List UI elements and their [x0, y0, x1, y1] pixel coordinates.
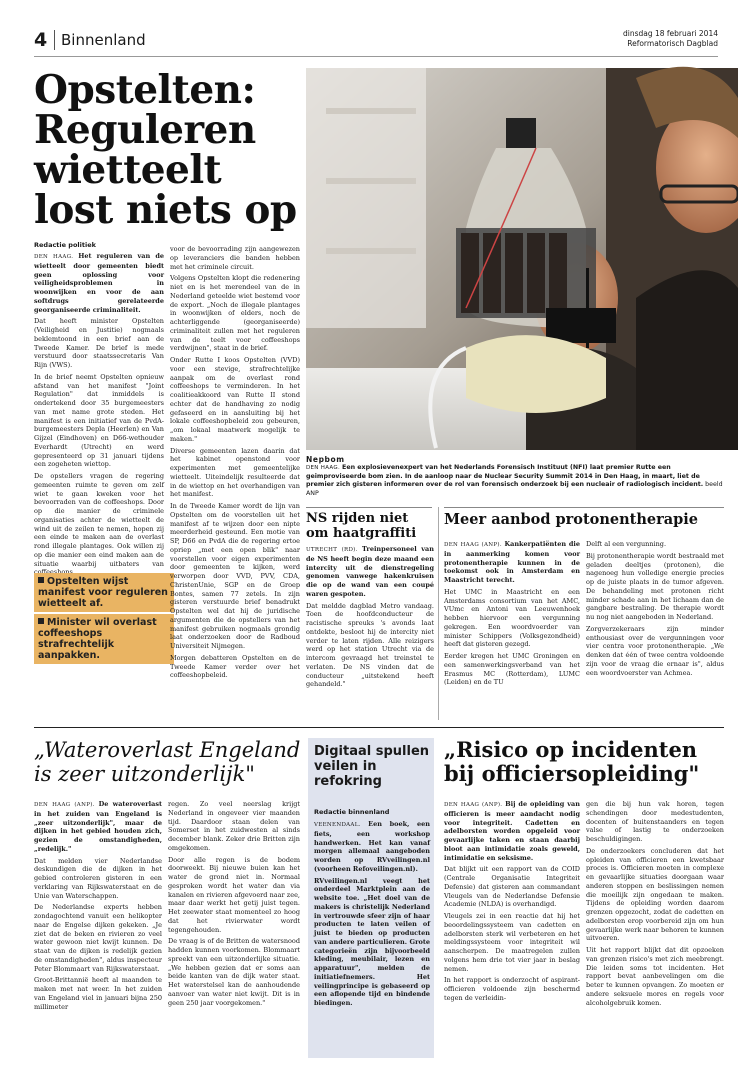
caption-dateline: DEN HAAG. — [306, 465, 340, 471]
bullet-2 — [34, 614, 174, 664]
water-lead: De wateroverlast in het zuiden van Engeland is „zeer uitzonderlijk", maar de dijken in het gebied houden zich, gezien de omstandigheden, „redelijk." — [34, 800, 162, 853]
main-paragraph: Morgen debatteren Opstelten en de Tweede Kamer verder over het coffeeshopbeleid. — [170, 653, 300, 680]
main-paragraph: Volgens Opstelten klopt die redenering niet en is het merendeel van de in Nederland geteelde wiet bestemd voor de export. „Noch de illegale plantages in woonwijken of elders, noch de achterliggende (georganiseerde) criminaliteit zullen met het reguleren van de teelt voor coffeeshops verdwijnen", staat in de brief. — [170, 274, 300, 353]
main-headline: Opstelten: Reguleren wietteelt lost niets op — [34, 67, 297, 233]
refokring-headline: Digitaal spullen veilen in refokring — [314, 744, 430, 789]
proton-paragraph: Eerder kregen het UMC Groningen en een samenwerkingsverband van het Erasmus MC (Rotterdam), LUMC (Leiden) en de TU — [444, 652, 580, 687]
officier-paragraph: Dat blijkt uit een rapport van de COID (Centrale Organisatie Integriteit Defensie) dat gisteren aan commandant Vleugels van de Nederlandse Defensie Academie (NLDA) is overhandigd. — [444, 865, 580, 909]
photo-credit: beeld ANP — [306, 481, 723, 497]
water-paragraph: De Nederlandse experts hebben zondagochtend vanuit een helikopter naar de Engelse dijken gekeken. „Je ziet dat de beken en rivieren zo veel water gewoon niet kwijt kunnen. De staat van de dijken is redelijk gezien de omstandigheden", aldus inspecteur Peter Blommaart van Rijkswaterstaat. — [34, 903, 162, 973]
bullet-text: Opstelten wijst manifest voor reguleren wietteelt af. — [38, 576, 168, 609]
main-paragraph: Onder Rutte I koos Opstelten (VVD) voor een stevige, strafrechtelijke aanpak om de overlast rond coffeeshops te verminderen. In het coalitieakkoord van Rutte II stond echter dat de handhaving zo nodig gefaseerd en in aansluiting bij het lokale coffeeshopbeleid zou gebeuren, „om lokaal maatwerk mogelijk te maken." — [170, 356, 300, 443]
issue-info — [623, 29, 718, 49]
divider — [444, 507, 724, 508]
photo-caption — [306, 464, 724, 498]
bullet-text: Minister wil overlast coffeeshops strafrechtelijk aanpakken. — [38, 617, 157, 661]
bullet-square-icon — [38, 618, 44, 624]
officier-paragraph: gen die bij hun vak horen, tegen schendingen door medestudenten, docenten of buitenstaanders en tegen valse of lastig te onderzoeken beschuldigingen. — [586, 800, 724, 843]
caption-text: Een explosievenexpert van het Nederlands Forensisch Instituut (NFI) laat premier Rutte een geimproviseerde bom zien. In de aanloop naar de Nuclear Security Summit 2014 in Den Haag, in maart, liet de premier zich gisteren informeren over de rol van forensisch onderzoek bij een nucleair of radiologisch incident. — [306, 464, 704, 488]
ns-body — [306, 545, 434, 720]
main-paragraph: In de brief neemt Opstelten opnieuw afstand van het manifest "Joint Regulation" dat inmiddels is ondertekend door 35 burgemeesters van met name grote steden. Het manifest is een initiatief van de PvdA-burgemeesters Depla (Heerlen) en Van Gijzel (Eindhoven) en D66-wethouder Everhardt (Utrecht) en werd gepresenteerd op 31 januari tijdens een zogeheten wiettop. — [34, 372, 164, 469]
ns-paragraph: Dat meldde dagblad Metro vandaag. Toen de hoofdconducteur de racistische spreuks 's avonds laat ontdekte, besloot hij de intercity niet verder te laten rijden. Alle reizigers werd op het station Utrecht via de intercom gevraagd het treinstel te verlaten. De NS vinden dat de conducteur „uitstekend heeft gehandeld." — [306, 601, 434, 689]
ns-lead: Treinpersoneel van de NS heeft begin deze maand een intercity uit de dienstregeling genomen vanwege hakenkruisen die op de wand van een coupé waren gespoten. — [306, 545, 434, 598]
section-title: Binnenland — [54, 30, 146, 50]
divider — [306, 507, 432, 508]
paper-name: Reformatorisch Dagblad — [627, 39, 718, 48]
officier-lead: Bij de opleiding van officieren is meer aandacht nodig voor integriteit. Cadetten en adelborsten worden opgeleid voor gevaarlijke taken en staan daarbij bloot aan intimidatie zoals geweld, intimidatie en seksisme. — [444, 800, 580, 862]
proton-col-1 — [444, 540, 580, 720]
water-col-1 — [34, 800, 162, 1062]
main-paragraph: Dat heeft minister Opstelten (Veiligheid en Justitie) nogmaals beklemtoond in een brief aan de Tweede Kamer. De brief is mede verstuurd door staatssecretaris Van Rijn (VWS). — [34, 317, 164, 369]
water-col-2 — [168, 800, 300, 1062]
column-divider — [438, 507, 439, 720]
water-paragraph: Dat melden vier Nederlandse deskundigen die de dijken in het gebied controleren gisteren in een verklaring van Rijkswaterstaat en de Unie van Waterschappen. — [34, 856, 162, 900]
water-paragraph: De vraag is of de Britten de watersnood hadden kunnen voorkomen. Blommaart spreekt van een uitzonderlijke situatie. „We hebben gezien dat er soms aan beide kanten van de dijk water staat. Het waterstelsel kan de aanhoudende aanvoer van water niet kwijt. Dit is in geen 250 jaar voorgekomen." — [168, 937, 300, 1007]
officier-col-2 — [586, 800, 724, 1062]
proton-col-2 — [586, 540, 724, 720]
officier-col-1 — [444, 800, 580, 1062]
page-number: 4 — [34, 29, 48, 51]
ns-dateline: UTRECHT (RD). — [306, 547, 358, 553]
refokring-lead: Een boek, een fiets, een workshop handwerken. Het kan vanaf morgen allemaal aangeboden worden op RVveilingen.nl (voorheen Refoveilingen.nl). — [314, 820, 430, 873]
issue-date: dinsdag 18 februari 2014 — [622, 29, 718, 38]
main-dateline: DEN HAAG. — [34, 254, 74, 260]
water-paragraph: Groot-Brittannië heeft al maanden te maken met nat weer. In het zuiden van Engeland viel in januari bijna 250 millimeter — [34, 976, 162, 1011]
proton-dateline: DEN HAAG (ANP). — [444, 542, 502, 548]
main-paragraph: voor de bevoorrading zijn aangewezen op leveranciers die banden hebben met het criminele circuit. — [170, 245, 300, 271]
main-paragraph: Diverse gemeenten lazen daarin dat het kabinet openstond voor experimenten met gemeentelijke wietteelt. Uiteindelijk resulteerde dat in de wiettop en het overhandigen van het manifest. — [170, 446, 300, 499]
water-paragraph: regen. Zo veel neerslag krijgt Nederland in ongeveer vier maanden tijd. Daardoor staan delen van Somerset in het zuidwesten al sinds december blank. Zeker drie Britten zijn omgekomen. — [168, 800, 300, 852]
main-paragraph: De opstellers vragen de regering gemeenten ruimte te geven om zelf wiet te gaan kweken voor het bevoorraden van de coffeeshops. Door op die manier de criminele organisaties achter de wietteelt de wind uit de zeilen te nemen, hopen zij een einde te maken aan de overlast rond illegale plantages. Ook willen zij op die manier een eind maken aan de situatie waarbij uitbaters van — [34, 472, 164, 568]
proton-paragraph: Delft al een vergunning. — [586, 540, 667, 548]
officier-paragraph: Vleugels zei in een reactie dat hij het beoordelingssysteem van cadetten en adelborsten sterk wil verbeteren en het meldingssysteem voor integriteit wil aanscherpen. De maatregelen zullen volgens hem drie tot vier jaar in beslag nemen. — [444, 912, 580, 973]
bullet-square-icon — [38, 577, 44, 583]
proton-paragraph: Zorgverzekeraars zijn minder enthousiast over de vergunningen voor vier centra voor protonentherapie. „We denken dat één of twee centra voldoende zijn voor de vraag die ernaar is", aldus een woordvoerster van Achmea. — [586, 624, 724, 677]
officier-paragraph: De onderzoekers concluderen dat het opleiden van officieren een kwetsbaar proces is. Officieren moeten in complexe en gevaarlijke situaties doorgaan waar anderen stoppen en beslissingen nemen die moeilijk zijn ongedaan te maken. Tijdens de opleiding worden daarom grenzen opgezocht, zodat de cadetten en adelborsten erop voorbereid zijn om hun gevaarlijke werk naar behoren te kunnen uitvoeren. — [586, 846, 724, 943]
officier-paragraph: In het rapport is onderzocht of aspirant-officieren voldoende zijn beschermd tegen de verleidin- — [444, 976, 580, 1002]
ns-headline: NS rijden niet om haatgraffiti — [306, 511, 417, 541]
bullet-1 — [34, 573, 174, 612]
proton-lead: Kankerpatiënten die in aanmerking komen voor protonentherapie kunnen in de toekomst ook in Amsterdam en Maastricht terecht. — [444, 540, 580, 584]
officier-paragraph: Uit het rapport blijkt dat dit opzoeken van grenzen risico's met zich meebrengt. Die leiden soms tot incidenten. Het rapport bevat aanbevelingen om die beter te kunnen opvangen. Zo moeten er andere seksuele mores en regels voor alcoholgebruik komen. — [586, 946, 724, 1007]
page-header — [34, 29, 718, 57]
water-headline: „Wateroverlast Engeland is zeer uitzonderlijk" — [34, 738, 301, 786]
proton-headline: Meer aanbod protonentherapie — [444, 511, 699, 528]
section-divider — [34, 727, 724, 728]
photo-illustration — [306, 68, 738, 450]
main-paragraph: In de Tweede Kamer wordt de lijn van Opstelten om de voorstellen uit het manifest af te wijzen door een nipte meerderheid gesteund. Een motie van SP, D66 en PvdA die de regering ertoe opriep „met een open blik" naar voorstellen voor eigen experimenten door gemeenten te kijken, werd verworpen door VVD, PVV, CDA, ChristenUnie, SGP en de Groep Bontes, samen 77 zetels. In zijn gisteren verstuurde brief benadrukt Opstelten wel dat hij de juridische argumenten die de opstellers van het manifest gebruiken nogmaals grondig laat onderzoeken door de Radboud Universiteit Nijmegen. — [170, 502, 300, 650]
proton-paragraph: Bij protonentherapie wordt bestraald met geladen deeltjes (protonen), die nagenoeg hun volledige energie precies op de juiste plaats in de tumor afgeven. De behandeling met protonen richt minder schade aan in het lichaam dan de gangbare bestraling. De therapie wordt nu nog niet aangeboden in Nederland. — [586, 551, 724, 621]
refokring-paragraph: RVveilingen.nl veegt het onderdeel Marktplein aan de website toe. „Het doel van de makers is christelijk Nederland in vertrouwde sfeer zijn of haar producten te laten veilen of juist te bieden op producten van andere particulieren. Grote categorieën zijn bijvoorbeeld kleding, meubilair, lezen en apparatuur", melden de initiatiefnemers. Het veilingprincipe is gebaseerd op een aflopende tijd en bindende biedingen. — [314, 876, 430, 1007]
main-col-1 — [34, 252, 164, 570]
water-paragraph: Door alle regen is de bodem doorweekt. Bij nieuwe buien kan het water de grond niet in. Normaal gesproken wordt het water dan via kanalen en rivieren afgevoerd naar zee, maar daar werkt het getij juist tegen. Het zeewater staat momenteel zo hoog dat het rivierwater wordt tegengehouden. — [168, 855, 300, 934]
main-byline: Redactie politiek — [34, 241, 96, 249]
news-photo — [306, 68, 738, 450]
refokring-dateline: VEENENDAAL. — [314, 822, 361, 828]
photo-caption-title: Nepbom — [306, 455, 345, 464]
main-col-2 — [170, 245, 300, 680]
main-lead: Het reguleren van de wietteelt door gemeenten biedt geen oplossing voor veiligheidsproblemen in woonwijken en voor de aan softdrugs gerelateerde georganiseerde criminaliteit. — [34, 252, 165, 314]
officier-dateline: DEN HAAG (ANP). — [444, 802, 503, 808]
refokring-body — [314, 820, 430, 1058]
officier-headline: „Risico op incidenten bij officiersopleiding" — [444, 737, 700, 786]
refokring-byline: Redactie binnenland — [314, 808, 390, 816]
proton-paragraph: Het UMC in Maastricht en een Amsterdams consortium van het AMC, VUmc en Antoni van Leeuwenhoek hebben hiervoor een vergunning gekregen. Een woordvoerder van minister Schippers (Volksgezondheid) heeft dat gisteren gezegd. — [444, 587, 580, 649]
water-dateline: DEN HAAG (ANP). — [34, 802, 95, 808]
